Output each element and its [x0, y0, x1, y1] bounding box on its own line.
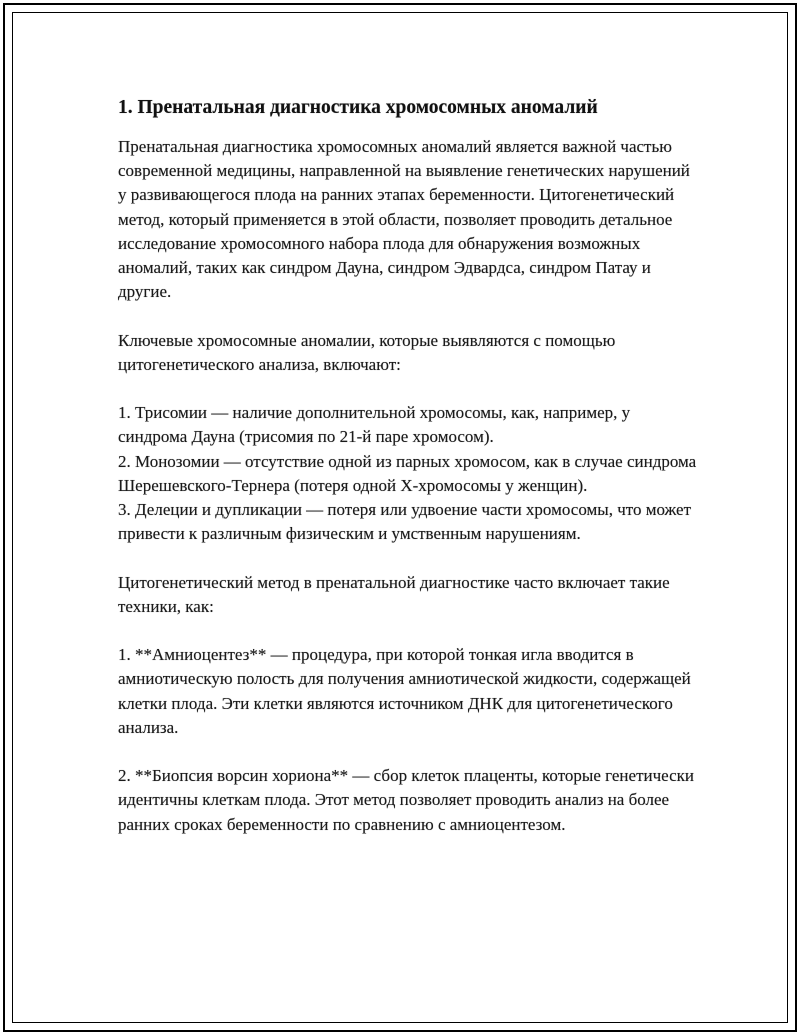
- intro-paragraph: Пренатальная диагностика хромосомных аномалий является важной частью современной медицины, направленной на выявление генетических нарушений у развивающегося плода на ранних этапах беременности. Цитогенетический метод, который применяется в этой области, позволяет проводить детальное исследование хромосомного набора плода для обнаружения возможных аномалий, таких как синдром Дауна, синдром Эдвардса, синдром Патау и другие.: [118, 137, 690, 302]
- anomalies-list: [118, 401, 698, 546]
- key-anomalies-intro: Ключевые хромосомные аномалии, которые выявляются с помощью цитогенетического анализа, включают:: [118, 330, 616, 374]
- techniques-intro: Цитогенетический метод в пренатальной диагностике часто включает такие техники, как:: [118, 572, 670, 616]
- technique-item-amniocentesis: 1. **Амниоцентез** — процедура, при которой тонкая игла вводится в амниотическую полость для получения амниотической жидкости, содержащей клетки плода. Эти клетки являются источником ДНК для цитогенетического анализа.: [118, 645, 691, 737]
- section-heading: 1. Пренатальная диагностика хромосомных аномалий: [118, 97, 598, 118]
- technique-item-chorionic-biopsy: 2. **Биопсия ворсин хориона** — сбор клеток плаценты, которые генетически идентичны клеткам плода. Этот метод позволяет проводить анализ на более ранних сроках беременности по сравнению с амниоцентезом.: [118, 766, 695, 834]
- anomaly-item-monosomy: 2. Монозомии — отсутствие одной из парных хромосом, как в случае синдрома Шерешевского-Тернера (потеря одной X-хромосомы у женщин).: [118, 451, 697, 495]
- document-body: [118, 95, 698, 861]
- anomaly-item-trisomy: 1. Трисомии — наличие дополнительной хромосомы, как, например, у синдрома Дауна (трисомия по 21-й паре хромосом).: [118, 403, 631, 447]
- anomaly-item-deletions: 3. Делеции и дупликации — потеря или удвоение части хромосомы, что может привести к различным физическим и умственным нарушениям.: [118, 500, 692, 544]
